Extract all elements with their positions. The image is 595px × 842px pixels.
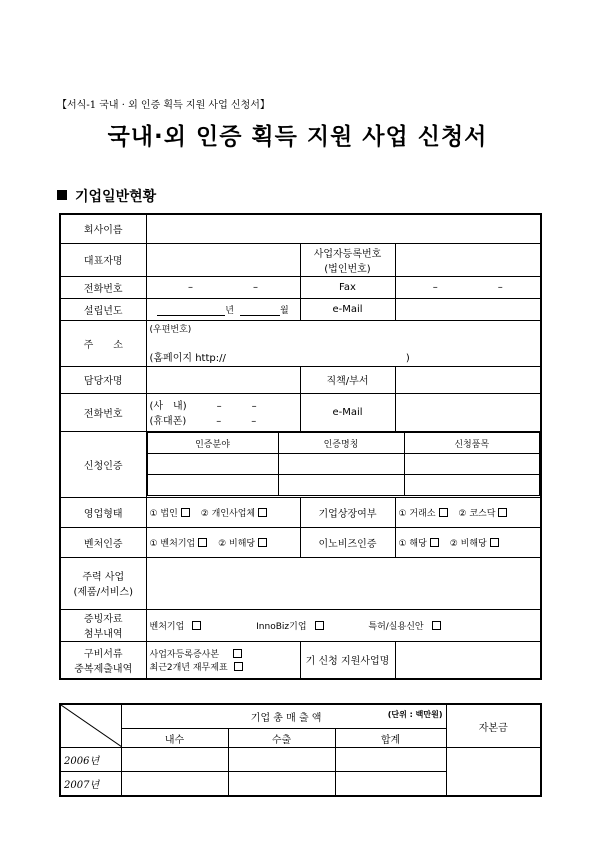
- main-biz-text: 주력 사업: [82, 572, 125, 583]
- cert-cell[interactable]: [404, 475, 540, 496]
- label-innobiz: 이노비즈인증: [300, 527, 395, 557]
- checkbox[interactable]: [258, 508, 267, 517]
- docs-text-2: 중복제출내역: [74, 663, 133, 675]
- option-label: 벤처기업: [149, 621, 185, 632]
- option-label: ① 법인: [149, 508, 178, 519]
- cert-cell[interactable]: [147, 475, 278, 496]
- page-title: 국내·외 인증 획득 지원 사업 신청서: [107, 124, 488, 150]
- biz-type-field: [146, 497, 300, 527]
- option-label: InnoBiz기업: [256, 621, 307, 632]
- innobiz-option-yes[interactable]: [399, 536, 439, 549]
- cert-field-header: 인증분야: [147, 433, 278, 454]
- year-unit: 년: [225, 305, 234, 316]
- sales-cell[interactable]: [228, 772, 335, 796]
- dash-6: –: [251, 401, 257, 412]
- label-biz-type: 영업형태: [60, 497, 146, 527]
- homepage-close: ): [405, 352, 410, 364]
- label-listing: 기업상장여부: [300, 497, 395, 527]
- postal-code-text: (우편번호): [149, 324, 192, 335]
- prior-support-field[interactable]: [395, 641, 541, 679]
- checkbox[interactable]: [315, 621, 324, 630]
- innobiz-field: [395, 527, 541, 557]
- label-venture: 벤처인증: [60, 527, 146, 557]
- email-field[interactable]: [395, 298, 541, 320]
- option-label: ② 비해당: [449, 538, 487, 549]
- cert-name-header: 인증명칭: [278, 433, 404, 454]
- sales-cell[interactable]: [335, 748, 446, 772]
- dash-3: –: [432, 281, 438, 293]
- homepage-text: (홈페이지 http://: [149, 352, 226, 364]
- checkbox[interactable]: [192, 621, 201, 630]
- option-label: ② 비해당: [218, 538, 256, 549]
- main-biz-sub-text: (제품/서비스): [73, 587, 133, 598]
- listing-option-kosdaq[interactable]: [458, 506, 507, 519]
- option-label: 특허/실용신안: [368, 621, 424, 632]
- dash-7: –: [216, 416, 222, 427]
- sales-unit: (단위 : 백만원): [387, 710, 443, 720]
- dash-1: –: [188, 281, 193, 293]
- cert-table: [147, 432, 541, 496]
- cert-cell[interactable]: [278, 454, 404, 475]
- year-2007: 2007년: [60, 772, 121, 796]
- proof-option-innobiz[interactable]: [256, 619, 323, 632]
- label-contact-email: e-Mail: [300, 393, 395, 431]
- capital-field[interactable]: [446, 748, 541, 796]
- option-label: ② 코스닥: [458, 508, 496, 519]
- option-label: 최근2개년 재무제표: [149, 662, 228, 673]
- sales-cell[interactable]: [228, 748, 335, 772]
- listing-option-kse[interactable]: [399, 506, 448, 519]
- sales-header: [121, 704, 446, 729]
- venture-option-no[interactable]: [218, 536, 267, 549]
- checkbox[interactable]: [432, 621, 441, 630]
- sales-cell[interactable]: [121, 772, 228, 796]
- proof-option-patent[interactable]: [368, 619, 440, 632]
- dash-5: –: [216, 401, 222, 412]
- sales-cell[interactable]: [335, 772, 446, 796]
- cert-cell[interactable]: [278, 475, 404, 496]
- total-header: 합계: [335, 729, 446, 748]
- innobiz-option-no[interactable]: [450, 536, 499, 549]
- label-fax: Fax: [300, 276, 395, 298]
- docs-option-financial[interactable]: [150, 660, 297, 673]
- mobile-label: (휴대폰): [149, 416, 187, 427]
- option-label: ① 거래소: [398, 508, 436, 519]
- option-label: 사업자등록증사본: [149, 649, 220, 660]
- sales-cell[interactable]: [121, 748, 228, 772]
- phone-field[interactable]: [146, 276, 300, 298]
- venture-field: [146, 527, 300, 557]
- manager-field[interactable]: [146, 366, 300, 393]
- year-2006: 2006년: [60, 748, 121, 772]
- checkbox[interactable]: [234, 662, 243, 671]
- main-biz-field[interactable]: [146, 557, 541, 609]
- cert-cell[interactable]: [404, 454, 540, 475]
- venture-option-yes[interactable]: [150, 536, 208, 549]
- domestic-header: 내수: [121, 729, 228, 748]
- export-header: 수출: [228, 729, 335, 748]
- biz-reg-no-field[interactable]: [395, 243, 541, 276]
- position-field[interactable]: [395, 366, 541, 393]
- checkbox[interactable]: [498, 508, 507, 517]
- listing-field: [395, 497, 541, 527]
- fax-field[interactable]: [395, 276, 541, 298]
- label-docs: [60, 641, 146, 679]
- proof-field: [146, 609, 541, 641]
- docs-field: [146, 641, 300, 679]
- company-name-field[interactable]: [146, 214, 541, 243]
- sales-header-text: 기업 총 매 출 액: [250, 713, 322, 725]
- biz-type-option-corp[interactable]: [150, 506, 190, 519]
- contact-email-field[interactable]: [395, 393, 541, 431]
- label-contact-phone: 전화번호: [60, 393, 146, 431]
- sales-table: [59, 703, 542, 797]
- docs-option-biz-reg[interactable]: [150, 647, 297, 660]
- contact-phone-field[interactable]: [146, 393, 300, 431]
- proof-text-2: 첨부내역: [83, 629, 123, 640]
- diagonal-header-cell: [60, 704, 121, 748]
- biz-type-option-individual[interactable]: [201, 506, 267, 519]
- label-position: 직책/부서: [300, 366, 395, 393]
- checkbox[interactable]: [258, 538, 267, 547]
- label-founded: 설립년도: [60, 298, 146, 320]
- square-bullet-icon: [57, 190, 67, 200]
- company-info-table: [59, 213, 542, 680]
- option-label: ② 개인사업체: [200, 508, 256, 519]
- proof-text-1: 증빙자료: [83, 614, 123, 625]
- checkbox[interactable]: [181, 508, 190, 517]
- founded-field[interactable]: [146, 298, 300, 320]
- diagonal-line: [61, 705, 122, 747]
- checkbox[interactable]: [198, 538, 207, 547]
- checkbox[interactable]: [439, 508, 448, 517]
- label-cert-apply: 신청인증: [60, 431, 146, 497]
- option-label: ① 해당: [398, 538, 427, 549]
- capital-header: 자본금: [446, 704, 541, 748]
- label-ceo-name: 대표자명: [60, 243, 146, 276]
- address-field[interactable]: [146, 320, 541, 366]
- corp-no-text: (법인번호): [324, 263, 371, 275]
- label-email: e-Mail: [300, 298, 395, 320]
- biz-reg-no-text: 사업자등록번호: [313, 248, 382, 260]
- checkbox[interactable]: [233, 649, 242, 658]
- internal-label: (사 내): [149, 401, 187, 412]
- label-biz-reg-no: [300, 243, 395, 276]
- option-label: ① 벤처기업: [149, 538, 196, 549]
- proof-option-venture[interactable]: [150, 619, 202, 632]
- docs-text-1: 구비서류: [83, 648, 123, 660]
- label-company-name: 회사이름: [60, 214, 146, 243]
- label-manager: 담당자명: [60, 366, 146, 393]
- section-title: [57, 186, 156, 206]
- ceo-name-field[interactable]: [146, 243, 300, 276]
- dash-8: –: [251, 416, 257, 427]
- dash-2: –: [253, 281, 258, 293]
- label-main-biz: [60, 557, 146, 609]
- cert-table-cell: [146, 431, 541, 497]
- cert-product-header: 신청품목: [404, 433, 540, 454]
- label-prior-support: 기 신청 지원사업명: [300, 641, 395, 679]
- label-phone: 전화번호: [60, 276, 146, 298]
- dash-4: –: [497, 281, 503, 293]
- section-title-text: 기업일반현황: [75, 189, 157, 205]
- label-address: 주 소: [60, 320, 146, 366]
- cert-cell[interactable]: [147, 454, 278, 475]
- label-proof: [60, 609, 146, 641]
- checkbox[interactable]: [430, 538, 439, 547]
- month-unit: 월: [280, 305, 289, 316]
- form-label: 【서식-1 국내 · 외 인증 획득 지원 사업 신청서】: [57, 100, 270, 111]
- checkbox[interactable]: [490, 538, 499, 547]
